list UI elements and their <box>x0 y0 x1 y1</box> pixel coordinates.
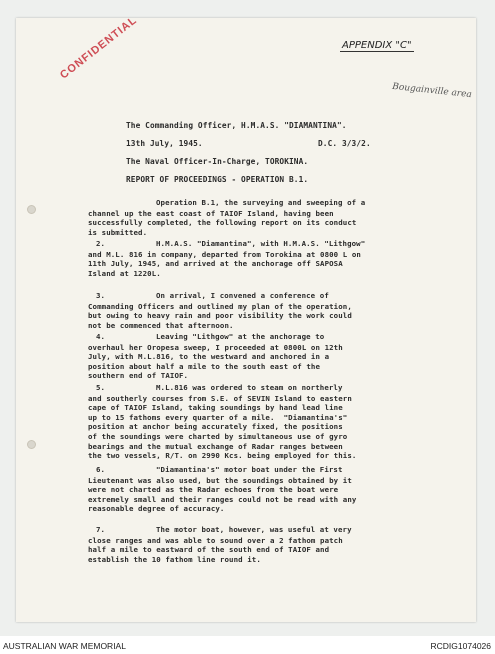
paragraph-number: 5. <box>96 383 106 392</box>
paragraph-line: Island at 1220L. <box>88 268 161 278</box>
archive-name: AUSTRALIAN WAR MEMORIAL <box>3 641 126 651</box>
paragraph-line: the two vessels, R/T. on 2990 Kcs. being employed for this. <box>88 451 357 461</box>
punch-hole <box>27 205 36 214</box>
paragraph-line: Lieutenant was also used, but the soundings obtained by it <box>88 475 352 485</box>
record-id: RCDIG1074026 <box>430 641 491 651</box>
paragraph-line: On arrival, I convened a conference of <box>156 291 329 300</box>
paragraph-line: extremely small and their ranges could not be read with any <box>88 494 357 504</box>
paragraph-line: southern end of TAIOF. <box>88 371 189 381</box>
paragraph-line: channel up the east coast of TAIOF Island, having been <box>88 208 334 218</box>
header-date: 13th July, 1945. <box>126 139 203 148</box>
archive-footer <box>0 636 495 654</box>
paragraph-line: overhaul her Oropesa sweep, I proceeded at 0800L on 12th <box>88 342 343 352</box>
paragraph-line: bearings and the mutual exchange of Radar ranges between <box>88 441 343 451</box>
paragraph-line: and M.L. 816 in company, departed from Torokina at 0800 L on <box>88 249 361 259</box>
paragraph-line: position about half a mile to the south east of the <box>88 361 321 371</box>
paragraph-line: M.L.816 was ordered to steam on northerly <box>156 383 343 392</box>
paragraph-line: position at anchor being accurately fixed, the positions <box>88 422 343 432</box>
paragraph-line: is submitted. <box>88 227 148 237</box>
paragraph-line: not be commenced that afternoon. <box>88 320 234 330</box>
confidential-stamp: CONFIDENTIAL <box>58 14 140 82</box>
punch-hole <box>27 440 36 449</box>
paragraph-line: H.M.A.S. "Diamantina", with H.M.A.S. "Lithgow" <box>156 239 366 248</box>
paragraph-line: July, with M.L.816, to the westward and anchored in a <box>88 352 330 362</box>
paragraph-number: 7. <box>96 525 106 534</box>
handwritten-margin-note: Bougainville area <box>391 81 473 101</box>
paragraph-line: successfully completed, the following report on its conduct <box>88 218 357 228</box>
paragraph-line: of the soundings were charted by simultaneous use of gyro <box>88 432 348 441</box>
paragraph-number: 2. <box>96 239 106 248</box>
paragraph-line: Leaving "Lithgow" at the anchorage to <box>156 332 325 341</box>
paragraph-line: establish the 10 fathom line round it. <box>88 554 261 564</box>
paragraph-line: 11th July, 1945, and arrived at the anchorage off SAPOSA <box>88 259 343 269</box>
paragraph-number: 3. <box>96 291 106 300</box>
paragraph-line: "Diamantina's" motor boat under the First <box>156 465 343 474</box>
paragraph-line: close ranges and was able to sound over a 2 fathom patch <box>88 535 343 545</box>
paragraph-line: cape of TAIOF Island, taking soundings by hand lead line <box>88 403 343 413</box>
paragraph-line: up to 15 fathoms every quarter of a mile. "Diamantina's" <box>88 412 348 422</box>
paragraph-line: and southerly courses from S.E. of SEVIN Island to eastern <box>88 393 352 403</box>
header-to: The Commanding Officer, H.M.A.S. "DIAMANTINA". <box>126 121 347 130</box>
report-subject: REPORT OF PROCEEDINGS - OPERATION B.1. <box>126 175 309 184</box>
paragraph-line: but owing to heavy rain and poor visibility the work could <box>88 311 352 321</box>
paragraph-number: 6. <box>96 465 106 474</box>
paragraph-line: The motor boat, however, was useful at very <box>156 525 352 534</box>
paragraph-line: half a mile to eastward of the south end of TAIOF and <box>88 545 330 555</box>
paragraph-number: 4. <box>96 332 106 341</box>
header-addressee: The Naval Officer-In-Charge, TOROKINA. <box>126 157 309 166</box>
header-ref: D.C. 3/3/2. <box>318 139 371 148</box>
paragraph-line: Commanding Officers and outlined my plan of the operation, <box>88 301 352 311</box>
paragraph-line: Operation B.1, the surveying and sweeping of a <box>156 198 366 207</box>
appendix-label: APPENDIX "C" <box>342 40 412 51</box>
paragraph-line: were not charted as the Radar echoes from the boat were <box>88 485 339 495</box>
paragraph-line: reasonable degree of accuracy. <box>88 504 225 514</box>
